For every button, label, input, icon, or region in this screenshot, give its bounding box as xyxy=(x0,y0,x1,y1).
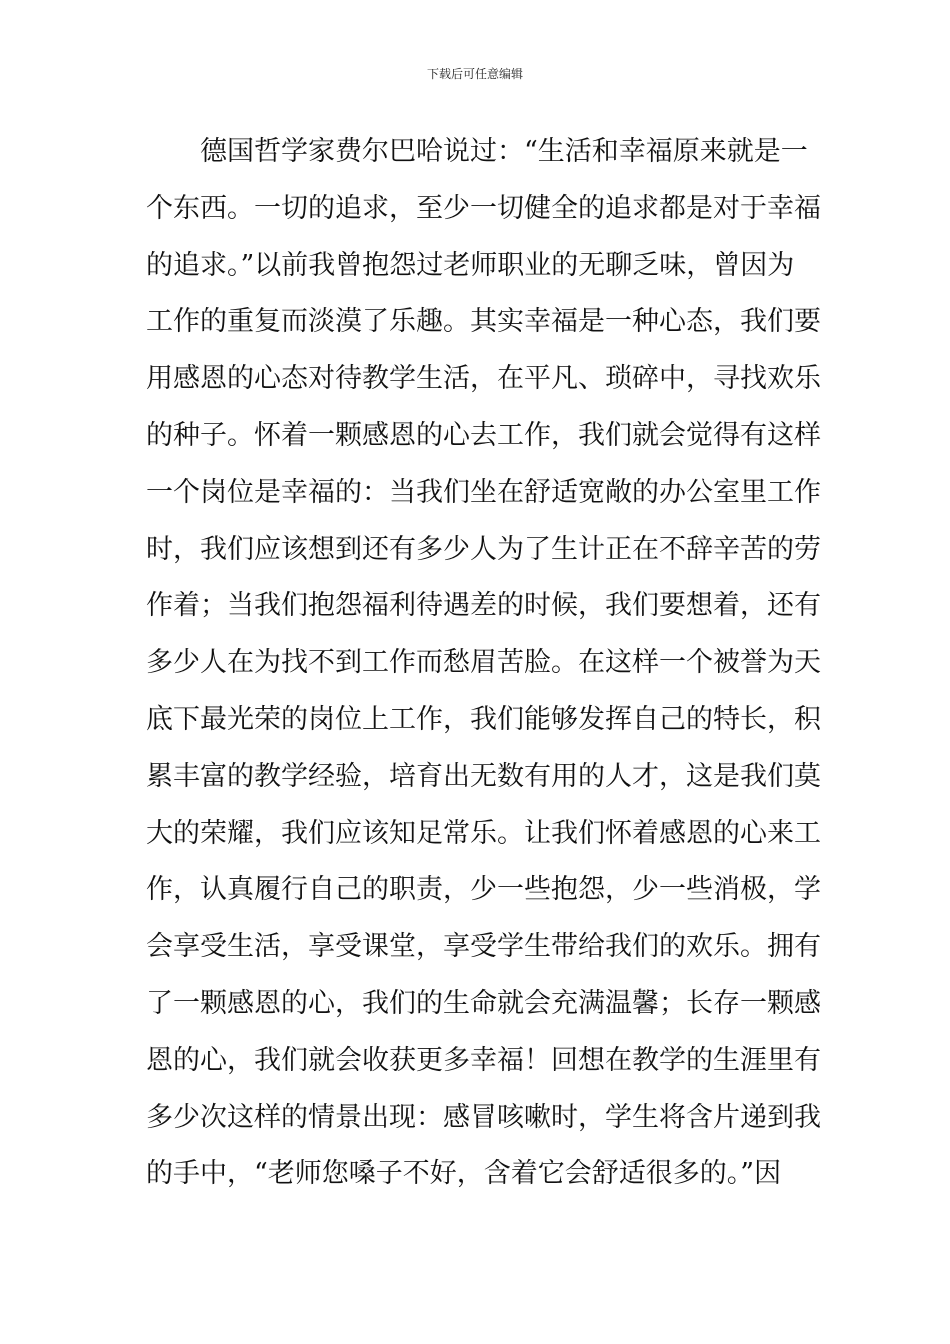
text-line-6: 的种子。怀着一颗感恩的心去工作，我们就会觉得有这样 xyxy=(146,419,821,451)
text-line-10: 多少人在为找不到工作而愁眉苦脸。在这样一个被誉为天 xyxy=(146,647,821,679)
text-line-18: 多少次这样的情景出现：感冒咳嗽时，学生将含片递到我 xyxy=(146,1101,821,1133)
text-line-4: 工作的重复而淡漠了乐趣。其实幸福是一种心态，我们要 xyxy=(146,306,821,338)
text-line-2: 个东西。一切的追求，至少一切健全的追求都是对于幸福 xyxy=(146,192,821,224)
text-line-17: 恩的心，我们就会收获更多幸福！回想在教学的生涯里有 xyxy=(146,1044,821,1076)
page-header: 下载后可任意编辑 xyxy=(426,67,523,81)
text-line-3: 的追求。”以前我曾抱怨过老师职业的无聊乏味，曾因为 xyxy=(146,249,795,281)
text-line-13: 大的荣耀，我们应该知足常乐。让我们怀着感恩的心来工 xyxy=(146,817,821,849)
text-line-12: 累丰富的教学经验，培育出无数有用的人才，这是我们莫 xyxy=(146,760,821,792)
text-line-11: 底下最光荣的岗位上工作，我们能够发挥自己的特长，积 xyxy=(146,703,821,735)
text-line-1: 德国哲学家费尔巴哈说过：“生活和幸福原来就是一 xyxy=(200,136,808,167)
text-line-19: 的手中，“老师您嗓子不好，含着它会舒适很多的。”因 xyxy=(146,1158,782,1190)
text-line-7: 一个岗位是幸福的：当我们坐在舒适宽敞的办公室里工作 xyxy=(146,476,821,508)
body-paragraph xyxy=(146,132,821,1211)
text-line-16: 了一颗感恩的心，我们的生命就会充满温馨；长存一颗感 xyxy=(146,987,821,1019)
text-line-5: 用感恩的心态对待教学生活，在平凡、琐碎中，寻找欢乐 xyxy=(146,363,821,395)
text-line-14: 作，认真履行自己的职责，少一些抱怨，少一些消极，学 xyxy=(146,874,821,906)
text-line-8: 时，我们应该想到还有多少人为了生计正在不辞辛苦的劳 xyxy=(146,533,821,565)
text-line-9: 作着；当我们抱怨福利待遇差的时候，我们要想着，还有 xyxy=(146,590,821,622)
text-line-15: 会享受生活，享受课堂，享受学生带给我们的欢乐。拥有 xyxy=(146,931,821,963)
